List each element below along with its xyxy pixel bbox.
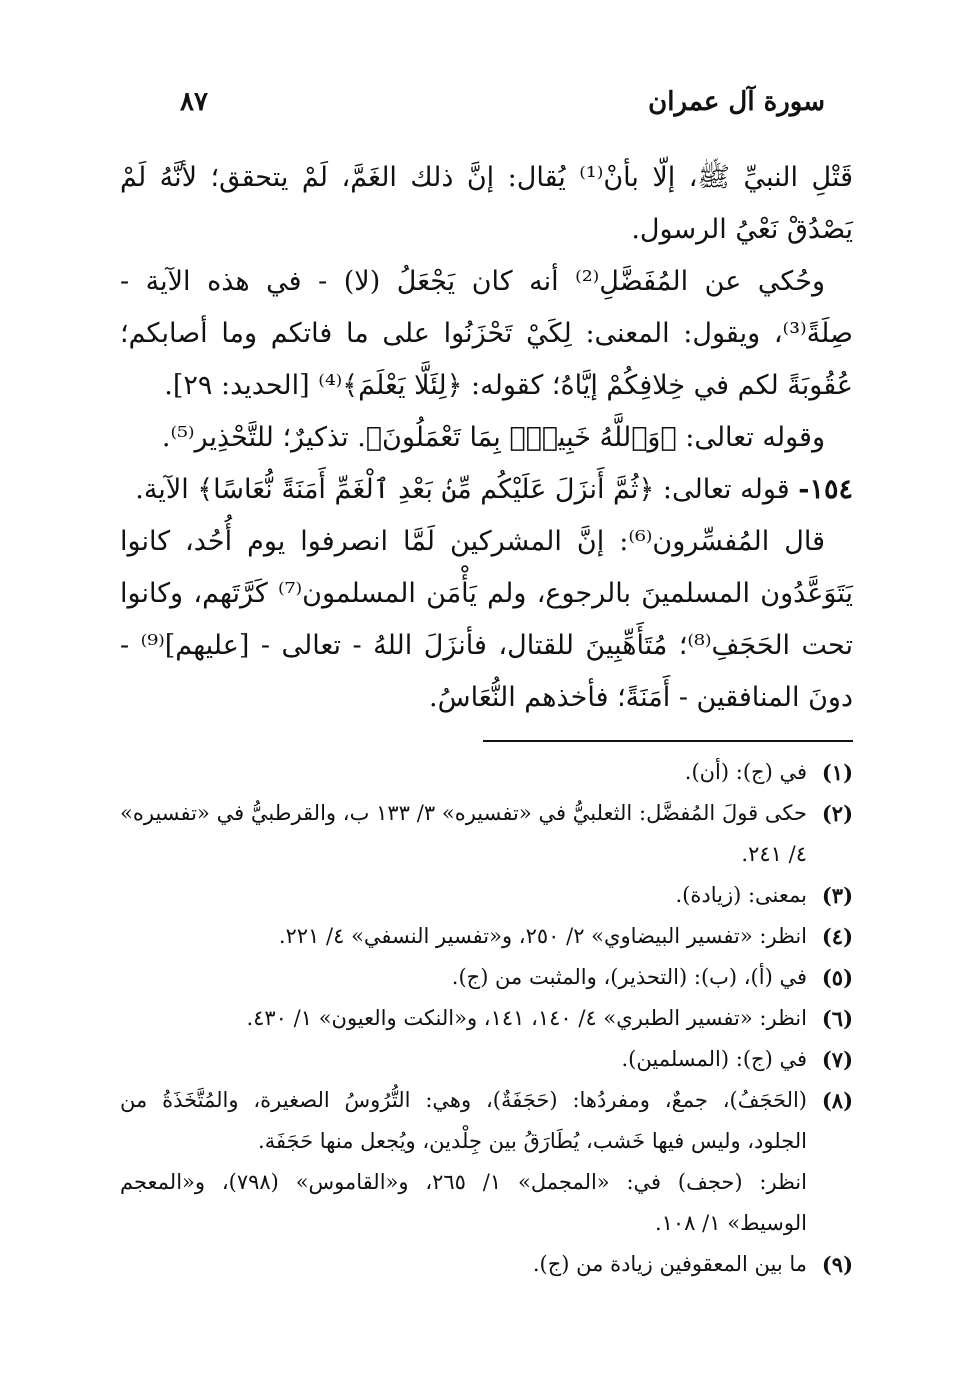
footnote [120, 957, 853, 998]
page-header [180, 82, 825, 122]
footnote-text: بمعنى: (زيادة). [675, 883, 807, 907]
footnote-text: حكى قولَ المُفضَّل: الثعلبيُّ في «تفسيره» ٣/ ١٣٣ ب، والقرطبيُّ في «تفسيره» ٤/ ٢٤١. [120, 801, 807, 866]
footnote [120, 998, 853, 1039]
page-number: ٨٧ [180, 87, 208, 117]
footnote [120, 1244, 853, 1285]
footnote-text: في (أ)، (ب): (التحذير)، والمثبت من (ج). [451, 965, 807, 989]
footnote-number: (٨) [821, 1088, 853, 1113]
paragraph: وحُكي عن المُفَضَّلِ⁽²⁾ أنه كان يَجْعَلُ (لا) - في هذه الآية - صِلَةً⁽³⁾، ويقول: المعنى: لِكَيْ تَحْزَنُوا على ما فاتكم وما أصابكم؛ عُقُوبَةً لكم في خِلافِكُمْ إيَّاهُ؛ كقوله: ﴿لِئَلَّا يَعْلَمَ﴾⁽⁴⁾ [الحديد: ٢٩]. [120, 266, 853, 401]
footnote-number: (٩) [821, 1252, 853, 1277]
footnote-number: (٣) [821, 883, 853, 908]
footnote-number: (٦) [821, 1006, 853, 1031]
footnote [120, 793, 853, 875]
surah-title: سورة آل عمران [648, 87, 825, 117]
paragraph: وقوله تعالى: ﴿وَٱللَّهُ خَبِيرٌۢ بِمَا تَعْمَلُونَ﴾. تذكيرٌ؛ للتَّحْذِير⁽⁵⁾. [161, 422, 825, 453]
footnote-text: في (ج): (المسلمين). [621, 1047, 807, 1071]
verse-text: قوله تعالى: ﴿ثُمَّ أَنزَلَ عَلَيْكُم مِّنۢ بَعْدِ ٱلْغَمِّ أَمَنَةً نُّعَاسًا﴾ الآية. [135, 474, 799, 505]
footnote-text: انظر: «تفسير البيضاوي» ٢/ ٢٥٠، و«تفسير النسفي» ٤/ ٢٢١. [278, 924, 807, 948]
footnote-number: (٥) [821, 965, 853, 990]
footnote-text: ما بين المعقوفين زيادة من (ج). [532, 1252, 807, 1276]
footnote-divider [483, 740, 853, 742]
footnote-text: انظر: (حجف) في: «المجمل» ١/ ٢٦٥، و«القاموس» (٧٩٨)، و«المعجم الوسيط» ١/ ١٠٨. [120, 1170, 807, 1235]
footnote-text: في (ج): (أن). [684, 760, 807, 784]
footnote-text: (الحَجَفُ)، جمعٌ، ومفردُها: (حَجَفَةٌ)، وهي: التُّرُوسُ الصغيرة، والمُتَّخَذَةُ من الجلود، وليس فيها خَشب، يُطَارَقُ بين جِلْدين، ويُجعل منها حَجَفَة. [120, 1088, 807, 1153]
footnote-text: انظر: «تفسير الطبري» ٤/ ١٤٠، ١٤١، و«النكت والعيون» ١/ ٤٣٠. [246, 1006, 807, 1030]
footnote [120, 916, 853, 957]
footnote [120, 1080, 853, 1244]
verse-number: ١٥٤- [798, 474, 853, 505]
footnote [120, 1039, 853, 1080]
footnote [120, 752, 853, 793]
footnote [120, 875, 853, 916]
verse-paragraph [120, 464, 853, 516]
footnote-number: (٤) [821, 924, 853, 949]
footnote-number: (٧) [821, 1047, 853, 1072]
paragraph: قَتْلِ النبيِّ ﷺ، إلّا بأنْ⁽¹⁾ يُقال: إنَّ ذلك الغَمَّ، لَمْ يتحقق؛ لأنَّهُ لَمْ يَصْدُقْ نَعْيُ الرسول. [120, 162, 853, 245]
paragraph: قال المُفسِّرون⁽⁶⁾: إنَّ المشركين لَمَّا انصرفوا يوم أُحُد، كانوا يَتَوَعَّدُون المسلمينَ بالرجوع، ولم يَأْمَن المسلمون⁽⁷⁾ كَرَّتَهم، وكانوا تحت الحَجَفِ⁽⁸⁾؛ مُتَأَهِّبِينَ للقتال، فأنزَلَ اللهُ - تعالى - [عليهم]⁽⁹⁾ - دونَ المنافقين - أَمَنَةً؛ فأخذهم النُّعَاسُ. [120, 526, 854, 713]
footnotes [120, 752, 853, 1285]
main-text [120, 152, 853, 724]
footnote-number: (١) [821, 760, 853, 785]
footnote-number: (٢) [821, 801, 853, 826]
